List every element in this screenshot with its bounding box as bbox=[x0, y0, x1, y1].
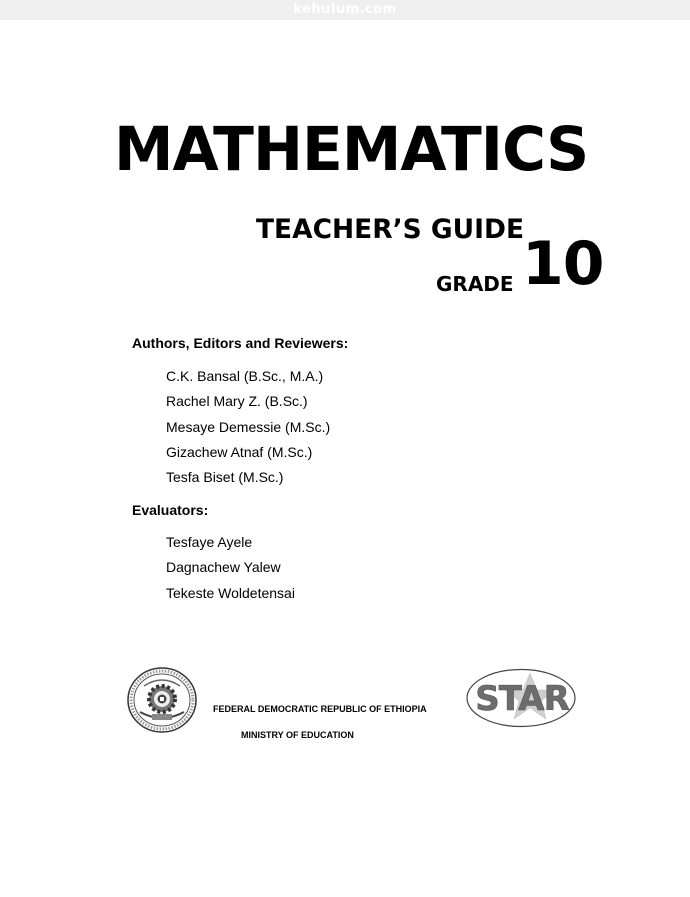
list-item: Tesfaye Ayele bbox=[166, 534, 253, 550]
list-item: Mesaye Demessie (M.Sc.) bbox=[166, 418, 331, 435]
ethiopia-ministry-seal-icon bbox=[126, 666, 198, 734]
grade-label: GRADE bbox=[436, 272, 514, 296]
country-name: FEDERAL DEMOCRATIC REPUBLIC OF ETHIOPIA bbox=[213, 704, 427, 714]
star-logo-icon bbox=[466, 668, 578, 728]
book-title: MATHEMATICS bbox=[114, 114, 589, 185]
grade-number: 10 bbox=[522, 229, 604, 299]
list-item: C.K. Bansal (B.Sc., M.A.) bbox=[166, 368, 324, 384]
list-item: Tekeste Woldetensai bbox=[166, 584, 295, 601]
list-item: Gizachew Atnaf (M.Sc.) bbox=[166, 443, 313, 460]
evaluators-list bbox=[166, 533, 295, 609]
evaluators-heading: Evaluators: bbox=[132, 502, 209, 518]
ministry-name: MINISTRY OF EDUCATION bbox=[241, 730, 354, 740]
top-bar bbox=[0, 0, 690, 20]
authors-list bbox=[166, 367, 330, 493]
list-item: Tesfa Biset (M.Sc.) bbox=[166, 469, 284, 486]
list-item: Dagnachew Yalew bbox=[166, 559, 281, 576]
star-logo-text: STAR bbox=[475, 679, 569, 719]
watermark: kehulum.com bbox=[293, 2, 397, 17]
authors-heading: Authors, Editors and Reviewers: bbox=[132, 335, 349, 351]
list-item: Rachel Mary Z. (B.Sc.) bbox=[166, 393, 308, 410]
book-subtitle: TEACHER’S GUIDE bbox=[256, 214, 525, 245]
